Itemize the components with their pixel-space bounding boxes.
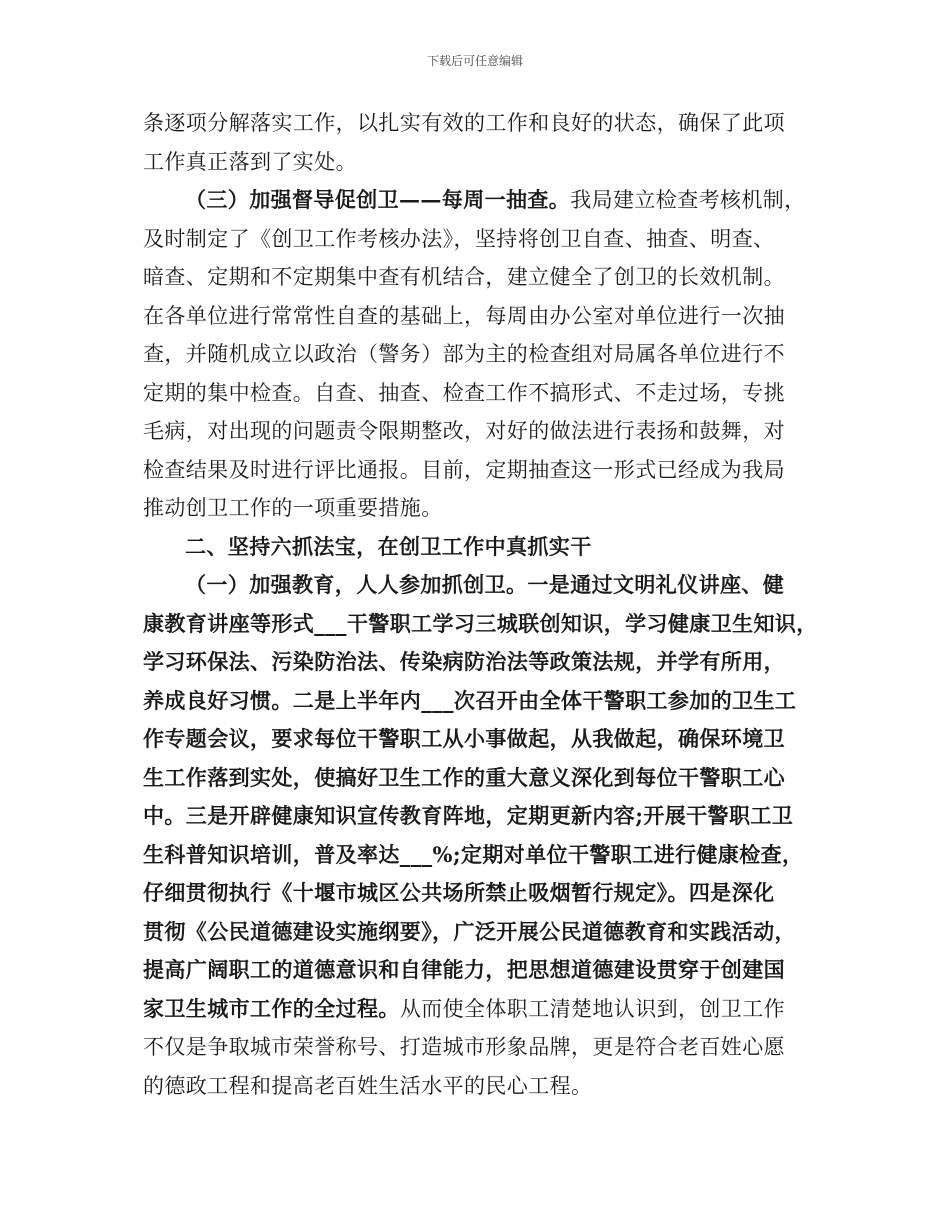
bold-text-segment: 康教育讲座等形式___干警职工学习三城联创知识，学习健康卫生知识， (143, 610, 818, 636)
text-segment: 的德政工程和提高老百姓生活水平的民心工程。 (143, 1073, 593, 1098)
text-segment: 我局建立检查考核机制， (570, 188, 806, 212)
text-line (143, 412, 818, 451)
bold-text-segment: 中。三是开辟健康知识宣传教育阵地，定期更新内容;开展干警职工卫 (143, 803, 794, 828)
text-line (143, 797, 818, 836)
text-line (143, 643, 818, 682)
bold-text-segment: 仔细贯彻执行《十堰市城区公共场所禁止吸烟暂行规定》。四是深化 (143, 880, 775, 905)
bold-text-segment: 生科普知识培训，普及率达___%;定期对单位干警职工进行健康检查， (143, 841, 804, 867)
text-line (143, 913, 818, 952)
text-line (143, 528, 818, 567)
bold-text-segment: 家卫生城市工作的全过程。 (143, 995, 400, 1021)
text-line (143, 297, 818, 336)
text-line (143, 220, 818, 259)
text-segment: 推动创卫工作的一项重要措施。 (143, 496, 443, 520)
bold-text-segment: 提高广阔职工的道德意识和自律能力，把思想道德建设贯穿于创建国 (143, 957, 785, 982)
text-line (143, 258, 818, 297)
text-segment: 及时制定了《创卫工作考核办法》，坚持将创卫自查、抽查、明查、 (143, 226, 775, 251)
text-line (143, 951, 818, 990)
text-segment: 不仅是争取城市荣誉称号、打造城市形象品牌，更是符合老百姓心愿 (143, 1035, 785, 1059)
text-line (143, 605, 818, 644)
bold-text-segment: 一是通过文明礼仪讲座、健 (527, 572, 785, 597)
bold-text-segment: 二、坚持六抓法宝，在创卫工作中真抓实干 (185, 533, 592, 559)
document-body (143, 104, 818, 1105)
text-line (143, 489, 818, 528)
text-line (143, 181, 818, 220)
text-line (143, 143, 818, 182)
text-line (143, 566, 818, 605)
text-line (143, 451, 818, 490)
text-line (143, 1067, 818, 1106)
text-segment: 从而使全体职工清楚地认识到，创卫工作 (399, 996, 786, 1021)
text-line (143, 682, 818, 721)
text-line (143, 874, 818, 913)
text-segment: 在各单位进行常常性自查的基础上，每周由办公室对单位进行一次抽 (143, 303, 785, 328)
bold-text-segment: （一）加强教育，人人参加抓创卫。 (185, 572, 528, 597)
bold-text-segment: （三）加强督导促创卫——每周一抽查。 (185, 187, 571, 212)
text-segment: 检查结果及时进行评比通报。目前，定期抽查这一形式已经成为我局 (143, 457, 785, 482)
bold-text-segment: 生工作落到实处，使搞好卫生工作的重大意义深化到每位干警职工心 (143, 764, 785, 790)
text-line (143, 1028, 818, 1067)
text-line (143, 836, 818, 875)
bold-text-segment: 学习环保法、污染防治法、传染病防治法等政策法规，并学有所用， (143, 649, 785, 674)
text-line (143, 374, 818, 413)
bold-text-segment: 养成良好习惯。二是上半年内___次召开由全体干警职工参加的卫生工 (143, 687, 797, 713)
text-segment: 定期的集中检查。自查、抽查、检查工作不搞形式、不走过场，专挑 (143, 380, 785, 405)
text-line (143, 335, 818, 374)
text-segment: 查，并随机成立以政治（警务）部为主的检查组对局属各单位进行不 (143, 342, 785, 366)
bold-text-segment: 作专题会议，要求每位干警职工从小事做起，从我做起，确保环境卫 (143, 726, 785, 751)
text-line (143, 990, 818, 1029)
text-line (143, 720, 818, 759)
bold-text-segment: 贯彻《公民道德建设实施纲要》，广泛开展公民道德教育和实践活动， (143, 918, 796, 944)
text-line (143, 759, 818, 798)
text-segment: 条逐项分解落实工作，以扎实有效的工作和良好的状态，确保了此项 (143, 111, 785, 135)
text-segment: 毛病，对出现的问题责令限期整改，对好的做法进行表扬和鼓舞，对 (143, 419, 785, 443)
text-segment: 工作真正落到了实处。 (143, 149, 357, 174)
text-line (143, 104, 818, 143)
text-segment: 暗查、定期和不定期集中查有机结合，建立健全了创卫的长效机制。 (143, 265, 785, 289)
page-header: 下载后可任意编辑 (426, 54, 523, 68)
